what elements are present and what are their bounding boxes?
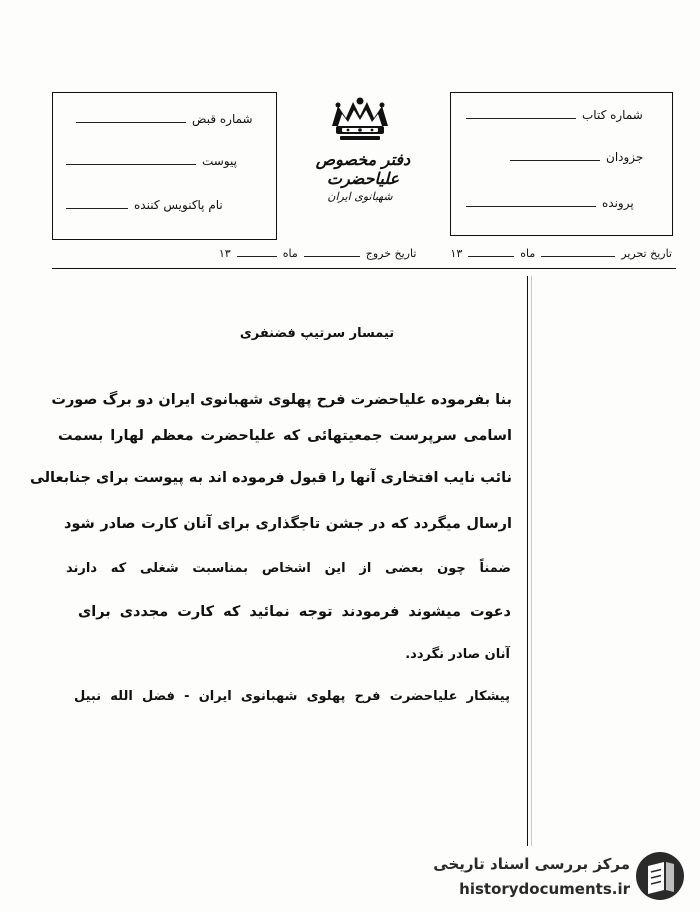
- scribe-name-label: نام پاکنویس کننده: [134, 198, 223, 212]
- file-blank: [466, 206, 596, 207]
- month1-label: ماه: [520, 247, 536, 260]
- attachment-blank: [66, 164, 196, 165]
- watermark-url[interactable]: historydocuments.ir: [459, 880, 630, 898]
- crown-emblem-icon: [326, 96, 394, 142]
- letter-line-3: نائب نایب افتخاری آنها را قبول فرموده اند به پیوست برای جنابعالی: [29, 470, 512, 486]
- binder-label: جزودان: [606, 150, 644, 164]
- watermark-name: مرکز بررسی اسناد تاریخی: [433, 855, 630, 873]
- margin-line: [527, 276, 528, 846]
- letter-line-4: ارسال میگردد که در جشن تاجگذاری برای آنان کارت صادر شود: [64, 516, 512, 532]
- margin-line-faint: [531, 276, 532, 846]
- year1: ۱۳: [450, 247, 463, 260]
- attachment-field: [66, 154, 237, 168]
- attachment-label: پیوست: [202, 154, 237, 168]
- letter-number-label: شماره کتاب: [582, 108, 643, 122]
- month2-label: ماه: [282, 247, 298, 260]
- binder-field: [510, 150, 643, 164]
- file-field: [466, 196, 634, 210]
- letter-signature-line: پیشکار علیاحضرت فرح پهلوی شهبانوی ایران - فضل الله نبیل: [74, 689, 510, 704]
- binder-blank: [510, 160, 600, 161]
- letter-line-5: ضمناً چون بعضی از این اشخاص بمناسبت شغلی که دارند: [66, 561, 511, 576]
- letter-number-field: [466, 108, 643, 122]
- month2-blank: [237, 256, 277, 257]
- header-divider: [52, 268, 676, 269]
- written-date-label: تاریخ تحریر: [621, 247, 672, 260]
- month1-blank: [468, 256, 514, 257]
- archive-logo-icon: [634, 850, 686, 902]
- scribe-name-blank: [66, 208, 128, 209]
- letter-line-7: آنان صادر نگردد.: [405, 647, 510, 662]
- exit-date-blank: [304, 256, 360, 257]
- year2: ۱۳: [218, 247, 231, 260]
- letter-line-2: اسامی سرپرست جمعیتهائی که علیاحضرت معظم لهارا بسمت: [58, 428, 512, 444]
- office-subtitle: شهبانوی ایران: [327, 190, 393, 203]
- date-row: [60, 247, 672, 260]
- letter-number-blank: [466, 118, 576, 119]
- letter-subject: تیمسار سرتیپ فضنفری: [239, 326, 395, 341]
- file-label: پرونده: [602, 196, 634, 210]
- receipt-number-blank: [76, 122, 186, 123]
- scribe-name-field: [66, 198, 223, 212]
- receipt-number-field: [76, 112, 253, 126]
- office-title: دفتر مخصوص علیاحضرت: [315, 150, 411, 188]
- letter-line-1: بنا بفرموده علیاحضرت فرح پهلوی شهبانوی ایران دو برگ صورت: [51, 392, 512, 408]
- letter-line-6: دعوت میشوند فرمودند توجه نمائید که کارت مجددی برای: [78, 604, 511, 620]
- receipt-number-label: شماره قبض: [192, 112, 253, 126]
- written-date-blank: [541, 256, 615, 257]
- exit-date-label: تاریخ خروج: [365, 247, 417, 260]
